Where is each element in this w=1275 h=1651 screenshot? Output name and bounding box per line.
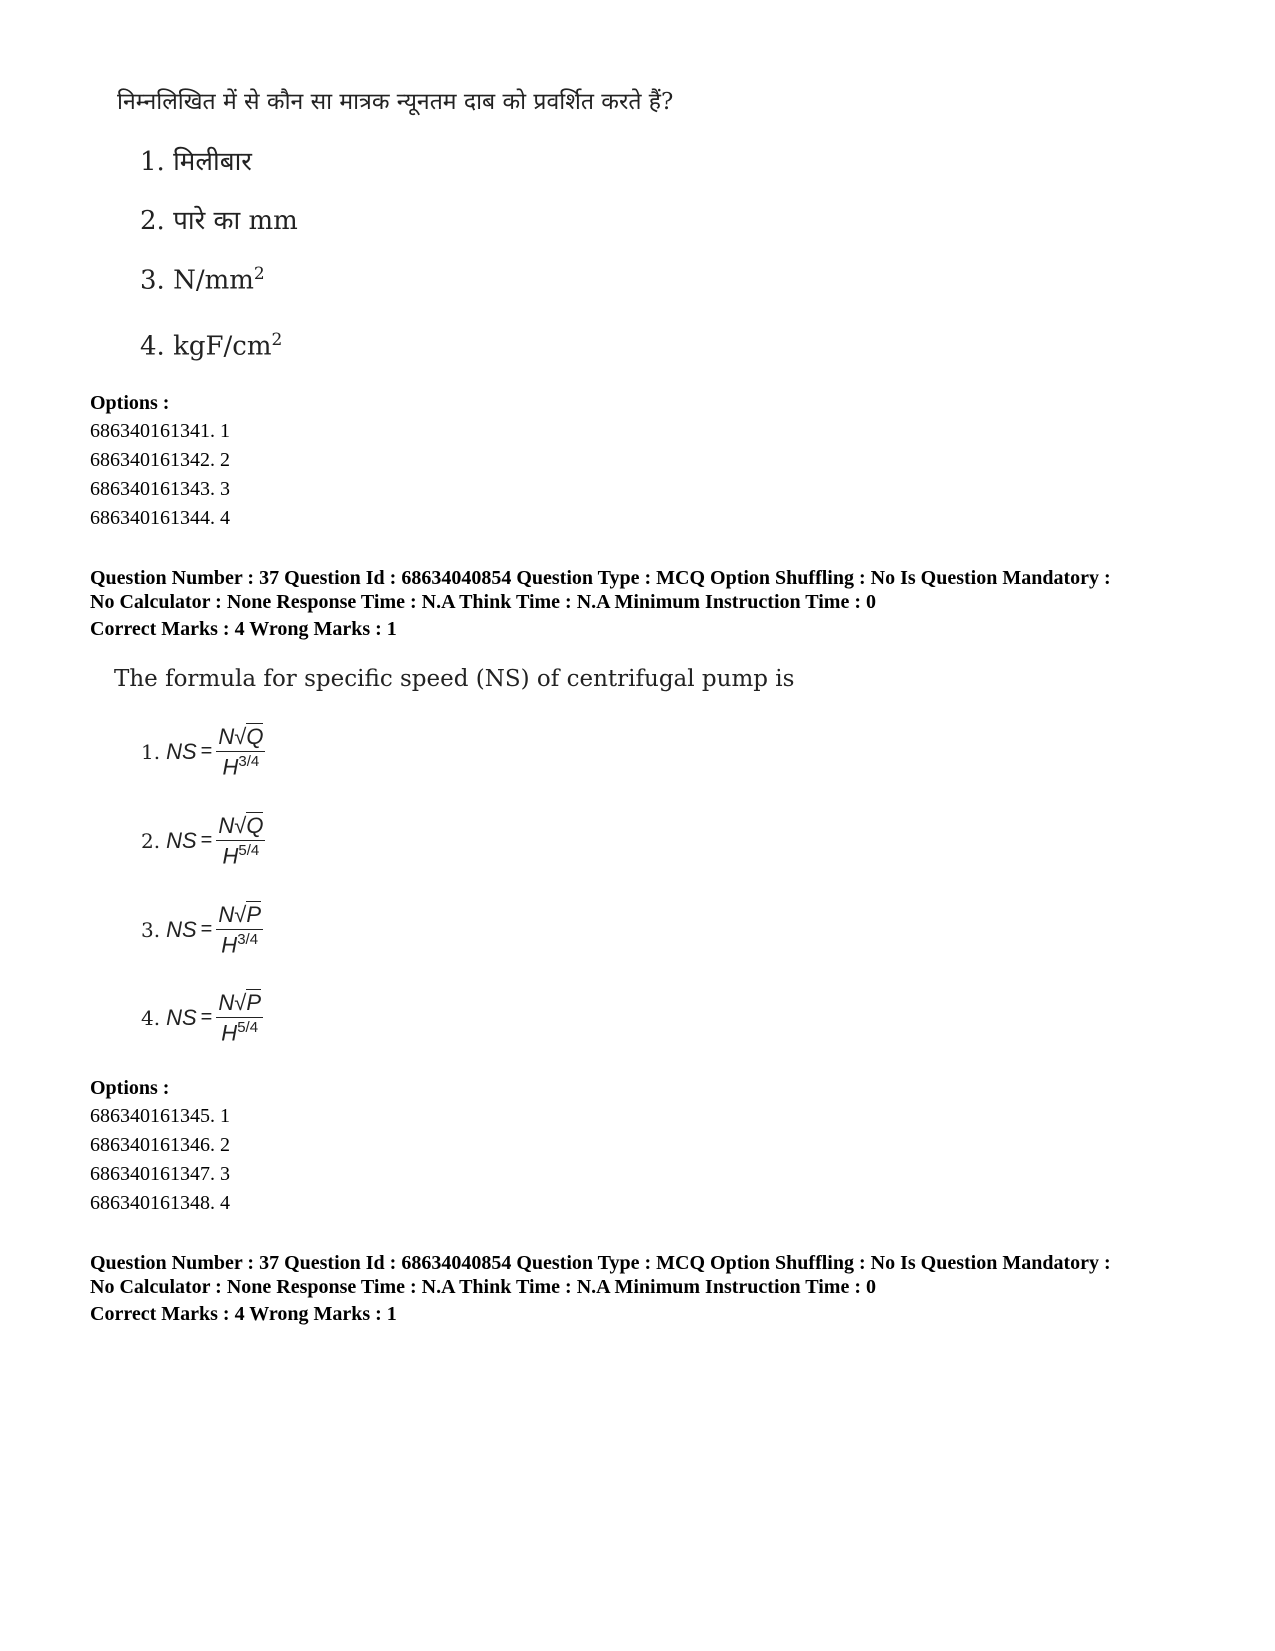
item-number: 4. <box>140 331 165 362</box>
formula-equals: = <box>200 1006 213 1029</box>
question-meta <box>90 1251 1111 1299</box>
option-item: 686340161344. 4 <box>90 507 230 529</box>
formula-option-3 <box>141 901 263 958</box>
formula-number: 1. <box>141 739 161 764</box>
formula-option-1 <box>141 723 265 780</box>
formula-lhs: NS <box>166 738 197 764</box>
formula-number: 2. <box>141 828 161 853</box>
hindi-item-1 <box>140 142 252 178</box>
sqrt-icon: √ <box>234 724 247 749</box>
item-number: 2. <box>140 206 165 236</box>
question-meta <box>90 566 1111 614</box>
formula-number: 3. <box>141 917 161 942</box>
question-meta-line: Question Number : 37 Question Id : 68634040854 Question Type : MCQ Option Shuffling : No Is Question Mandatory : <box>90 1252 1111 1274</box>
formula-option-4 <box>141 989 263 1046</box>
formula-fraction <box>216 901 263 958</box>
item-text: पारे का mm <box>173 206 298 236</box>
option-item: 686340161345. 1 <box>90 1105 230 1127</box>
hindi-item-3 <box>140 264 265 296</box>
item-text: N/mm <box>173 265 254 296</box>
formula-numerator: N √ Q <box>216 812 265 841</box>
options-label: Options : <box>90 1077 170 1099</box>
marks-line: Correct Marks : 4 Wrong Marks : 1 <box>90 618 397 640</box>
sqrt-icon: √ <box>234 990 247 1015</box>
question-text: The formula for specific speed (NS) of centrifugal pump is <box>114 666 795 692</box>
item-superscript: 2 <box>253 264 265 284</box>
formula-lhs: NS <box>166 1004 197 1030</box>
hindi-item-2 <box>140 201 298 237</box>
formula-denominator: $H^{3/4}$ <box>221 931 259 958</box>
formula-equals: = <box>200 918 213 941</box>
formula-lhs: NS <box>166 916 197 942</box>
question-meta-line: Question Number : 37 Question Id : 68634040854 Question Type : MCQ Option Shuffling : No Is Question Mandatory : <box>90 567 1111 589</box>
formula-equals: = <box>200 740 213 763</box>
formula-denominator: $H^{5/4}$ <box>222 842 260 869</box>
formula-numerator: N √ P <box>216 901 263 930</box>
question-meta-line: No Calculator : None Response Time : N.A Think Time : N.A Minimum Instruction Time : 0 <box>90 591 876 613</box>
marks-line: Correct Marks : 4 Wrong Marks : 1 <box>90 1303 397 1325</box>
item-text: मिलीबार <box>173 147 252 177</box>
options-label: Options : <box>90 392 170 414</box>
formula-option-2 <box>141 812 265 869</box>
formula-equals: = <box>200 829 213 852</box>
formula-denominator: $H^{5/4}$ <box>221 1019 259 1046</box>
option-item: 686340161347. 3 <box>90 1163 230 1185</box>
formula-numerator: N √ P <box>216 989 263 1018</box>
formula-denominator: $H^{3/4}$ <box>222 753 260 780</box>
hindi-question-text: निम्नलिखित में से कौन सा मात्रक न्यूनतम दाब को प्रवर्शित करते हैं? <box>117 89 674 115</box>
formula-numerator: N √ Q <box>216 723 265 752</box>
option-item: 686340161346. 2 <box>90 1134 230 1156</box>
formula-fraction <box>216 989 263 1046</box>
item-superscript: 2 <box>271 330 283 350</box>
options-list <box>90 417 230 533</box>
options-list <box>90 1102 230 1218</box>
option-item: 686340161342. 2 <box>90 449 230 471</box>
item-text: kgF/cm <box>173 331 272 362</box>
sqrt-icon: √ <box>234 813 247 838</box>
option-item: 686340161341. 1 <box>90 420 230 442</box>
option-item: 686340161343. 3 <box>90 478 230 500</box>
formula-fraction <box>216 723 265 780</box>
option-item: 686340161348. 4 <box>90 1192 230 1214</box>
formula-lhs: NS <box>166 827 197 853</box>
formula-fraction <box>216 812 265 869</box>
question-meta-line: No Calculator : None Response Time : N.A Think Time : N.A Minimum Instruction Time : 0 <box>90 1276 876 1298</box>
item-number: 3. <box>140 265 165 296</box>
sqrt-icon: √ <box>234 902 247 927</box>
hindi-item-4 <box>140 330 282 362</box>
formula-number: 4. <box>141 1005 161 1030</box>
item-number: 1. <box>140 147 165 177</box>
